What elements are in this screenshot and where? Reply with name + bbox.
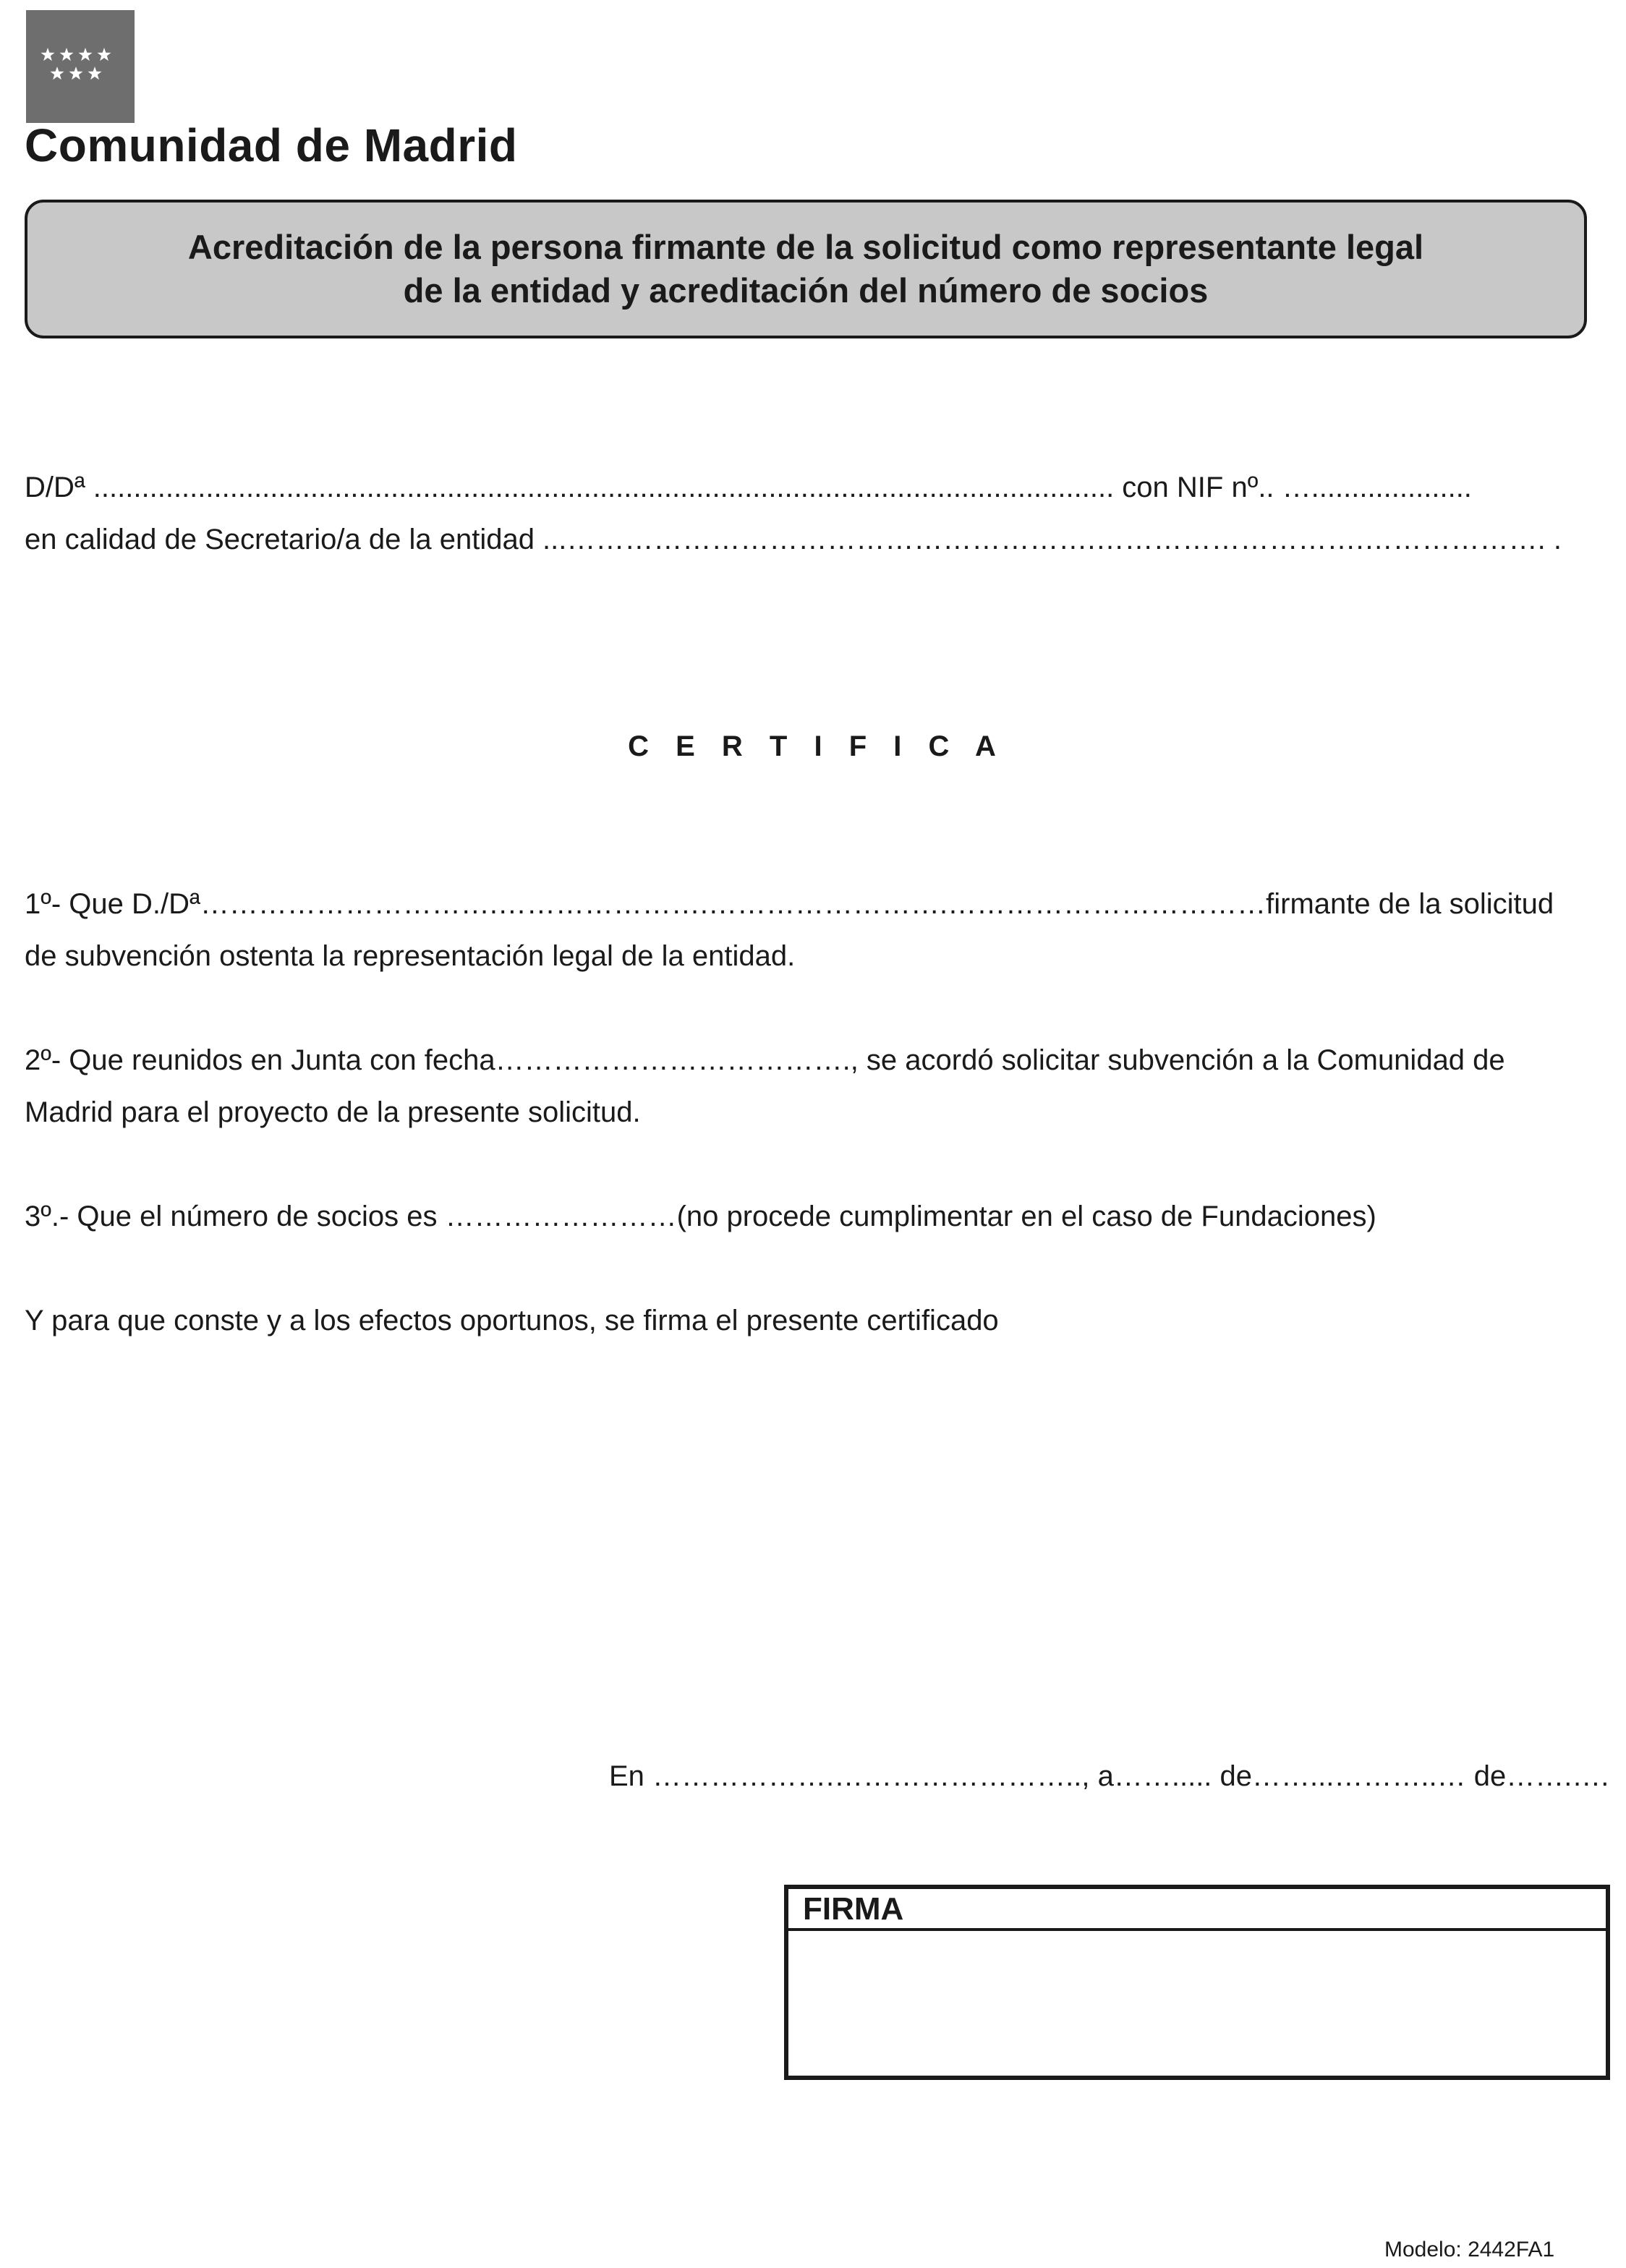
certifica-heading: C E R T I F I C A: [628, 730, 1005, 762]
intro-name-nif-line: D/Dª ............................................................................................................................... con NIF nº.. …....................: [25, 472, 1472, 503]
stars-icon: [26, 10, 135, 123]
intro-secretary-entity-line: en calidad de Secretario/a de la entidad ...……………………………………………….……………………….………………. .: [25, 524, 1562, 555]
document-title-box: [25, 200, 1587, 338]
model-code: Modelo: 2442FA1: [1384, 2238, 1555, 2261]
item-2-line-2: Madrid para el proyecto de la presente solicitud.: [25, 1096, 641, 1128]
signature-label: FIRMA: [788, 1889, 1606, 1931]
place-date-line: En ……………….…………………….., a……..... de……...………..… de…….….: [609, 1760, 1609, 1792]
organization-name: Comunidad de Madrid: [25, 119, 518, 171]
document-title-line-1: Acreditación de la persona firmante de la solicitud como representante legal: [187, 228, 1424, 266]
item-1-line-1: 1º- Que D./Dª………………………….………………….…………………….……………………………firmante de la solicitud: [25, 888, 1554, 920]
madrid-stars-logo-icon: [26, 10, 135, 123]
item-1-line-2: de subvención ostenta la representación legal de la entidad.: [25, 940, 796, 972]
closing-statement: Y para que conste y a los efectos oportunos, se firma el presente certificado: [25, 1305, 999, 1336]
signature-box[interactable]: [784, 1885, 1610, 2080]
item-3-line: 3º.- Que el número de socios es ……………………(no procede cumplimentar en el caso de Fundaciones): [25, 1201, 1376, 1232]
document-title-line-2: de la entidad y acreditación del número de socios: [403, 271, 1209, 310]
item-2-line-1: 2º- Que reunidos en Junta con fecha………………………………., se acordó solicitar subvención a la Comunidad de: [25, 1044, 1505, 1076]
